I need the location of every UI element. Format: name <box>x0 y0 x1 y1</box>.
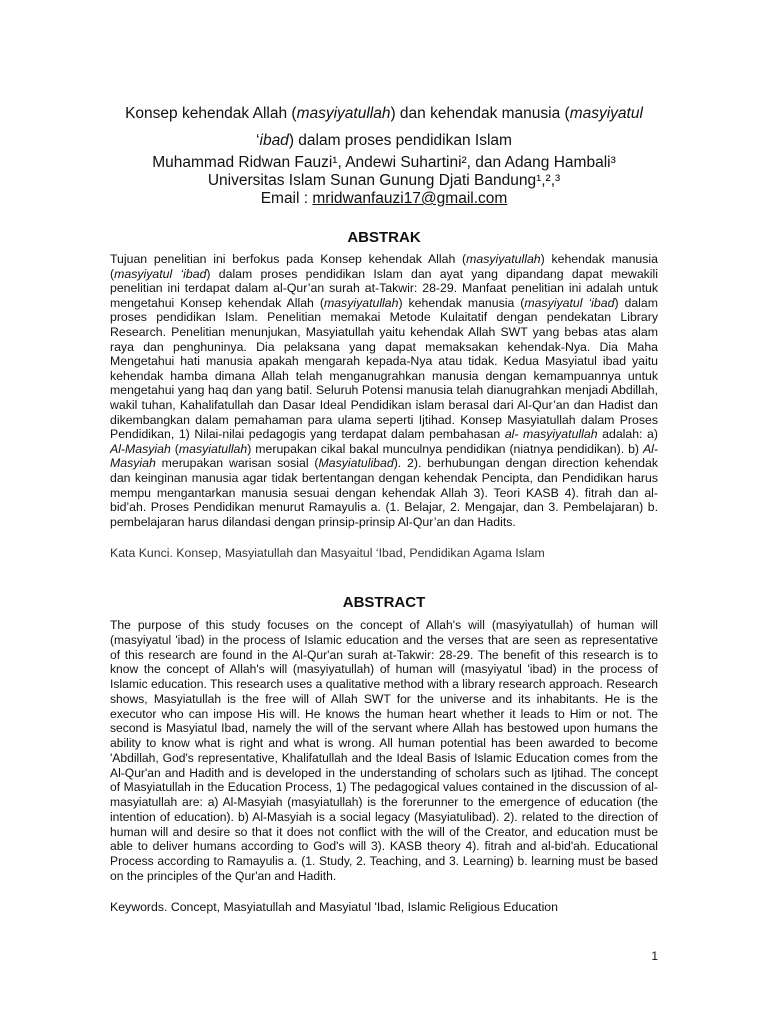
page-number: 1 <box>651 949 658 963</box>
abstrak-text-run: adalah: a) <box>597 427 658 442</box>
abstrak-text-run: ( <box>170 441 179 456</box>
title-text: ‘ <box>256 132 260 149</box>
email-label: Email : <box>260 190 313 207</box>
abstrak-paragraph <box>110 252 658 529</box>
abstrak-italic-term: al- masyiyatullah <box>504 427 598 442</box>
abstrak-heading: ABSTRAK <box>347 229 421 246</box>
abstrak-italic-term: masyiyatul ‘ibad <box>114 266 207 281</box>
title-italic-term: masyiyatullah <box>296 105 391 122</box>
abstract-heading: ABSTRACT <box>342 594 426 611</box>
title-text: ) dan kehendak manusia ( <box>390 105 570 122</box>
keywords: Keywords. Concept, Masyiatullah and Masyiatul 'Ibad, Islamic Religious Education <box>110 900 558 914</box>
abstrak-italic-term: masyiyatul ‘ibad <box>524 295 615 310</box>
abstract-paragraph: The purpose of this study focuses on the concept of Allah's will (masyiyatullah) of human will (masyiyatul 'ibad) in the process of Islamic education and the verses that are seen as representative of this research are found in the Al-Qur'an surah at-Takwir: 28-29. The benefit of this research is to know the concept of Allah's will (masyiyatullah) of human will (masyiyatul 'ibad) in the process of Islamic education. This research uses a qualitative method with a library research approach. Research shows, Masyiatullah is the free will of Allah SWT for the universe and its inhabitants. He is the executor who can impose His will. He knows the human heart whether it leads to Him or not. The second is Masyiatul Ibad, namely the will of the servant where Allah has bestowed upon humans the ability to know what is right and what is wrong. All human potential has been awarded to become 'Abdillah, God's representative, Khalifatullah and the Ideal Basis of Islamic Education comes from the Al-Qur'an and Hadith and is developed in the understanding of scholars such as Ijtihad. The concept of Masyiatullah in the Education Process, 1) The pedagogical values contained in the discussion of al-masyiatullah are: a) Al-Masyiah (masyiatullah) is the forerunner to the emergence of education (the intention of education). b) Al-Masyiah is a social legacy (Masyiatulibad). 2). related to the direction of human will and desire so that it does not conflict with the will of the Creator, and education must be able to deliver humans according to God's will 3). KASB theory 4). fitrah and al-bid'ah. Educational Process according to Ramayulis a. (1. Study, 2. Teaching, and 3. Learning) b. learning must be based on the principles of the Qur'an and Hadith. <box>110 618 658 883</box>
abstrak-text-run: ) kehendak manusia ( <box>398 295 525 310</box>
title-text: Konsep kehendak Allah ( <box>125 105 297 122</box>
author-block <box>80 154 688 208</box>
abstrak-text-run: Tujuan penelitian ini berfokus pada Konsep kehendak Allah ( <box>110 252 467 266</box>
abstrak-text-run: ) kehendak manusia ( <box>110 252 658 281</box>
abstrak-text-run: merupakan warisan sosial ( <box>155 456 319 471</box>
abstrak-text-run: ) merupakan cikal bakal munculnya pendidikan (niatnya pendidikan). b) <box>247 441 643 456</box>
abstrak-italic-term: Al-Masyiah <box>110 441 171 456</box>
abstrak-italic-term: Al-Masyiah <box>110 441 658 471</box>
abstrak-text-run: ). 2). berhubungan dengan direction kehendak dan keinginan manusia agar tidak bertentangan dengan kehendak Pencipta, dan Pendidikan harus mempu mengantarkan manusia sesuai dengan kehendak Allah 3). Teori KASB 4). fitrah dan al-bid’ah. Proses Pendidikan menurut Ramayulis a. (1. Belajar, 2. Mengajar, dan 3. Pembelajaran) b. pembelajaran harus dilandasi dengan prinsip-prinsip Al-Qur’an dan Hadits. <box>110 456 658 529</box>
kata-kunci: Kata Kunci. Konsep, Masyiatullah dan Masyaitul ‘Ibad, Pendidikan Agama Islam <box>110 546 545 560</box>
abstrak-italic-term: masyiyatullah <box>466 252 541 266</box>
abstrak-italic-term: masyiatullah <box>178 441 248 456</box>
abstrak-text-run: ) dalam proses pendidikan Islam. Penelitian memakai Metode Kulaitatif dengan pendekatan Library Research. Penelitian menunjukan, Masyiatullah yaitu kehendak Allah SWT yang bebas atas alam raya dan penghuninya. Dia pelaksana yang dapat memaksakan kehendak-Nya. Dia Maha Mengetahui hati manusia apakah mengarah kepada-Nya atau tidak. Kedua Masyiatul ibad yaitu kehendak hamba dimana Allah telah menganugrahkan manusia dengan kemampuannya untuk mengetahui yang haq dan yang batil. Seluruh Potensi manusia telah dianugrahkan menjadi Abdillah, wakil tuhan, Kahalifatullah dan Dasar Ideal Pendidikan islam berasal dari Al-Qur’an dan Hadist dan dikembangkan dalam pemahaman para ulama seperti Ijtihad. Konsep Masyiatullah dalam Proses Pendidikan, 1) Nilai-nilai pedagogis yang terdapat dalam pembahasan <box>110 295 658 442</box>
author-affiliation: Universitas Islam Sunan Gunung Djati Bandung¹,²,³ <box>207 172 561 189</box>
paper-title <box>100 100 668 154</box>
email-link[interactable]: mridwanfauzi17@gmail.com <box>312 190 508 207</box>
title-italic-term: ibad <box>259 132 289 149</box>
author-email-line <box>80 190 688 208</box>
title-italic-term: masyiyatul <box>569 105 643 122</box>
title-text: ) dalam proses pendidikan Islam <box>288 132 512 149</box>
abstrak-italic-term: Masyiatulibad <box>318 456 394 471</box>
author-names: Muhammad Ridwan Fauzi¹, Andewi Suhartini², dan Adang Hambali³ <box>152 154 616 171</box>
abstrak-italic-term: masyiyatullah <box>323 295 399 310</box>
abstrak-text-run: ) dalam proses pendidikan Islam dan ayat yang dipandang dapat mewakili penelitian ini terdapat dalam al-Qur’an surah at-Takwir: 28-29. Manfaat penelitian ini adalah untuk mengetahui Konsep kehendak Allah ( <box>110 266 659 310</box>
